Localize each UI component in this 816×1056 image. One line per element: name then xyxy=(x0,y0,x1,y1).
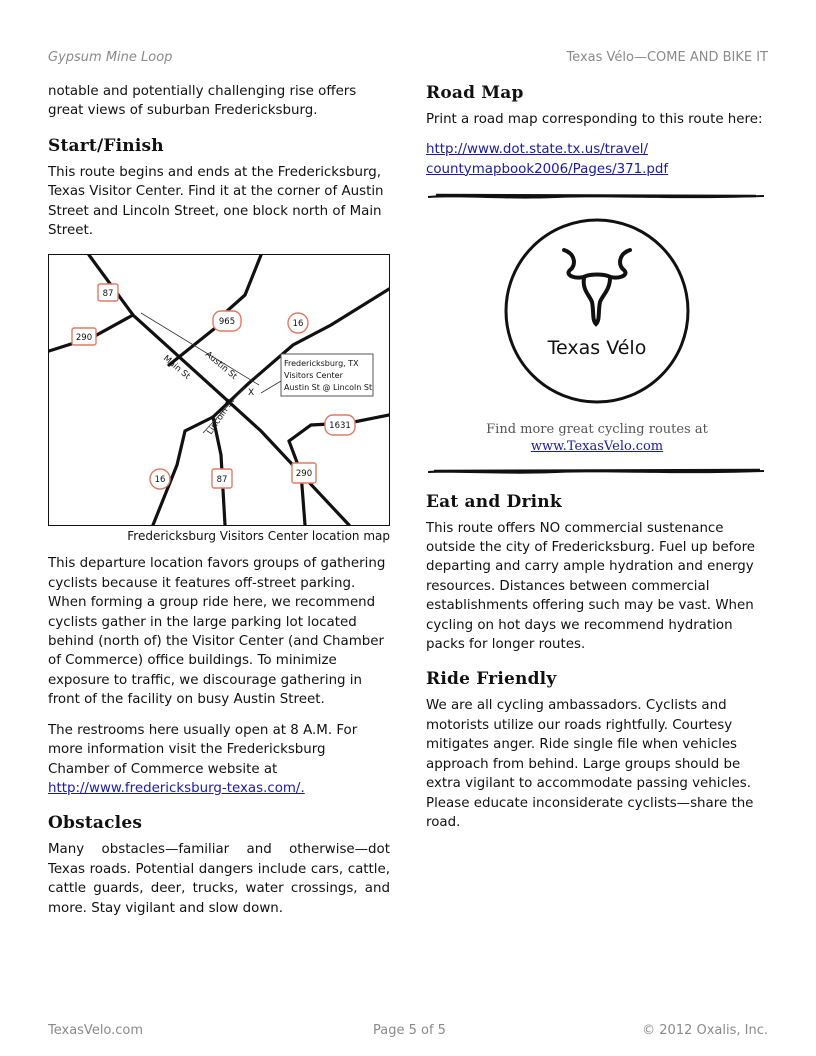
logo-text: Texas Vélo xyxy=(547,337,647,360)
road-965 xyxy=(169,255,261,365)
ride-friendly-heading: Ride Friendly xyxy=(426,669,557,690)
map-caption: Fredericksburg Visitors Center location map xyxy=(127,529,390,544)
callout-line: Austin St @ Lincoln St xyxy=(284,383,373,393)
location-map-figure xyxy=(48,254,390,544)
footer-site: TexasVelo.com xyxy=(48,1023,144,1038)
texas-velo-logo-block xyxy=(426,216,768,454)
shield-label: 16 xyxy=(154,475,166,486)
road-map-link-paragraph xyxy=(426,140,768,179)
shield-290-west xyxy=(72,328,96,345)
street-label-lincoln: Lincoln St xyxy=(205,397,237,438)
ride-friendly-text: We are all cycling ambassadors. Cyclists and motorists utilize our roads rightfully. Courtesy mitigates anger. Ride single file when vehicles approach from behind. Large groups should be extra vigilant to accommodate passing vehicles. Please educate inconsiderate cyclists—share the road. xyxy=(426,698,754,830)
running-header-title: Gypsum Mine Loop xyxy=(48,50,173,65)
footer-page-number: Page 5 of 5 xyxy=(373,1023,446,1038)
texas-velo-logo xyxy=(502,216,692,406)
shield-label: 87 xyxy=(216,475,228,486)
restrooms-paragraph xyxy=(48,721,390,799)
callout-line: Fredericksburg, TX xyxy=(284,359,359,369)
brush-divider-bottom xyxy=(426,465,766,477)
callout-line: Visitors Center xyxy=(284,371,343,381)
eat-drink-text: This route offers NO commercial sustenance outside the city of Fredericksburg. Fuel up before departing and carry ample hydration and energy resources. Distances between commercial establishments offering such may be vast. When cycling on hot days we recommend hydration packs for longer routes. xyxy=(426,520,756,653)
start-finish-heading: Start/Finish xyxy=(48,135,164,156)
shield-16-south xyxy=(150,469,170,489)
shield-965 xyxy=(213,311,241,331)
shield-87-north xyxy=(98,284,118,301)
obstacles-text: Many obstacles—familiar and otherwise—dot Texas roads. Potential dangers include cars, cattle, cattle guards, deer, trucks, water crossings, and more. Stay vigilant and slow down. xyxy=(48,842,390,916)
departure-text: This departure location favors groups of gathering cyclists because it features off-street parking. When forming a group ride here, we recommend cyclists gather in the large parking lot located behind (north of) the Visitor Center (and Chamber of Commerce) office buildings. To minimize exposure to traffic, we discourage gathering in front of the facility on busy Austin Street. xyxy=(48,556,386,708)
visitor-center-callout xyxy=(281,354,373,396)
shield-87-south xyxy=(212,469,232,488)
obstacles-heading: Obstacles xyxy=(48,813,143,834)
left-column xyxy=(48,82,390,929)
road-map-link[interactable]: http://www.dot.state.tx.us/travel/countymapbook2006/Pages/371.pdf xyxy=(426,142,669,177)
shield-label: 87 xyxy=(102,289,114,300)
location-map-drawing xyxy=(49,255,389,525)
footer-copyright: © 2012 Oxalis, Inc. xyxy=(642,1023,768,1038)
road-map-text: Print a road map corresponding to this route here: xyxy=(426,112,763,127)
location-marker: X xyxy=(248,388,255,399)
right-column xyxy=(426,82,768,843)
shield-label: 290 xyxy=(295,469,313,480)
shield-label: 965 xyxy=(218,317,236,328)
shield-1631 xyxy=(325,415,355,435)
texasvelo-link[interactable]: www.TexasVelo.com xyxy=(530,438,664,454)
location-map xyxy=(48,254,390,526)
restrooms-text: The restrooms here usually open at 8 A.M. For more information visit the Fredericksburg Chamber of Commerce website at xyxy=(48,722,358,777)
eat-drink-heading: Eat and Drink xyxy=(426,491,562,512)
road-map-heading: Road Map xyxy=(426,83,524,103)
logo-caption-text: Find more great cycling routes at xyxy=(486,421,708,437)
shield-290-east xyxy=(292,463,316,483)
intro-continued-text: notable and potentially challenging rise offers great views of suburban Fredericksburg. xyxy=(48,84,357,119)
brush-divider-top xyxy=(426,190,766,202)
running-header-brand: Texas Vélo—COME AND BIKE IT xyxy=(566,50,768,65)
street-label-main: Main St xyxy=(161,354,192,383)
shield-label: 290 xyxy=(75,333,93,344)
street-label-austin: Austin St xyxy=(203,350,239,383)
road-16-northeast xyxy=(213,289,389,417)
shield-label: 16 xyxy=(292,319,304,330)
start-finish-text: This route begins and ends at the Fredericksburg, Texas Visitor Center. Find it at the corner of Austin Street and Lincoln Street, one block north of Main Street. xyxy=(48,164,384,239)
logo-caption xyxy=(426,421,768,455)
shield-16-northeast xyxy=(288,313,308,333)
chamber-website-link[interactable]: http://www.fredericksburg-texas.com/. xyxy=(48,780,305,796)
shield-label: 1631 xyxy=(329,421,351,432)
